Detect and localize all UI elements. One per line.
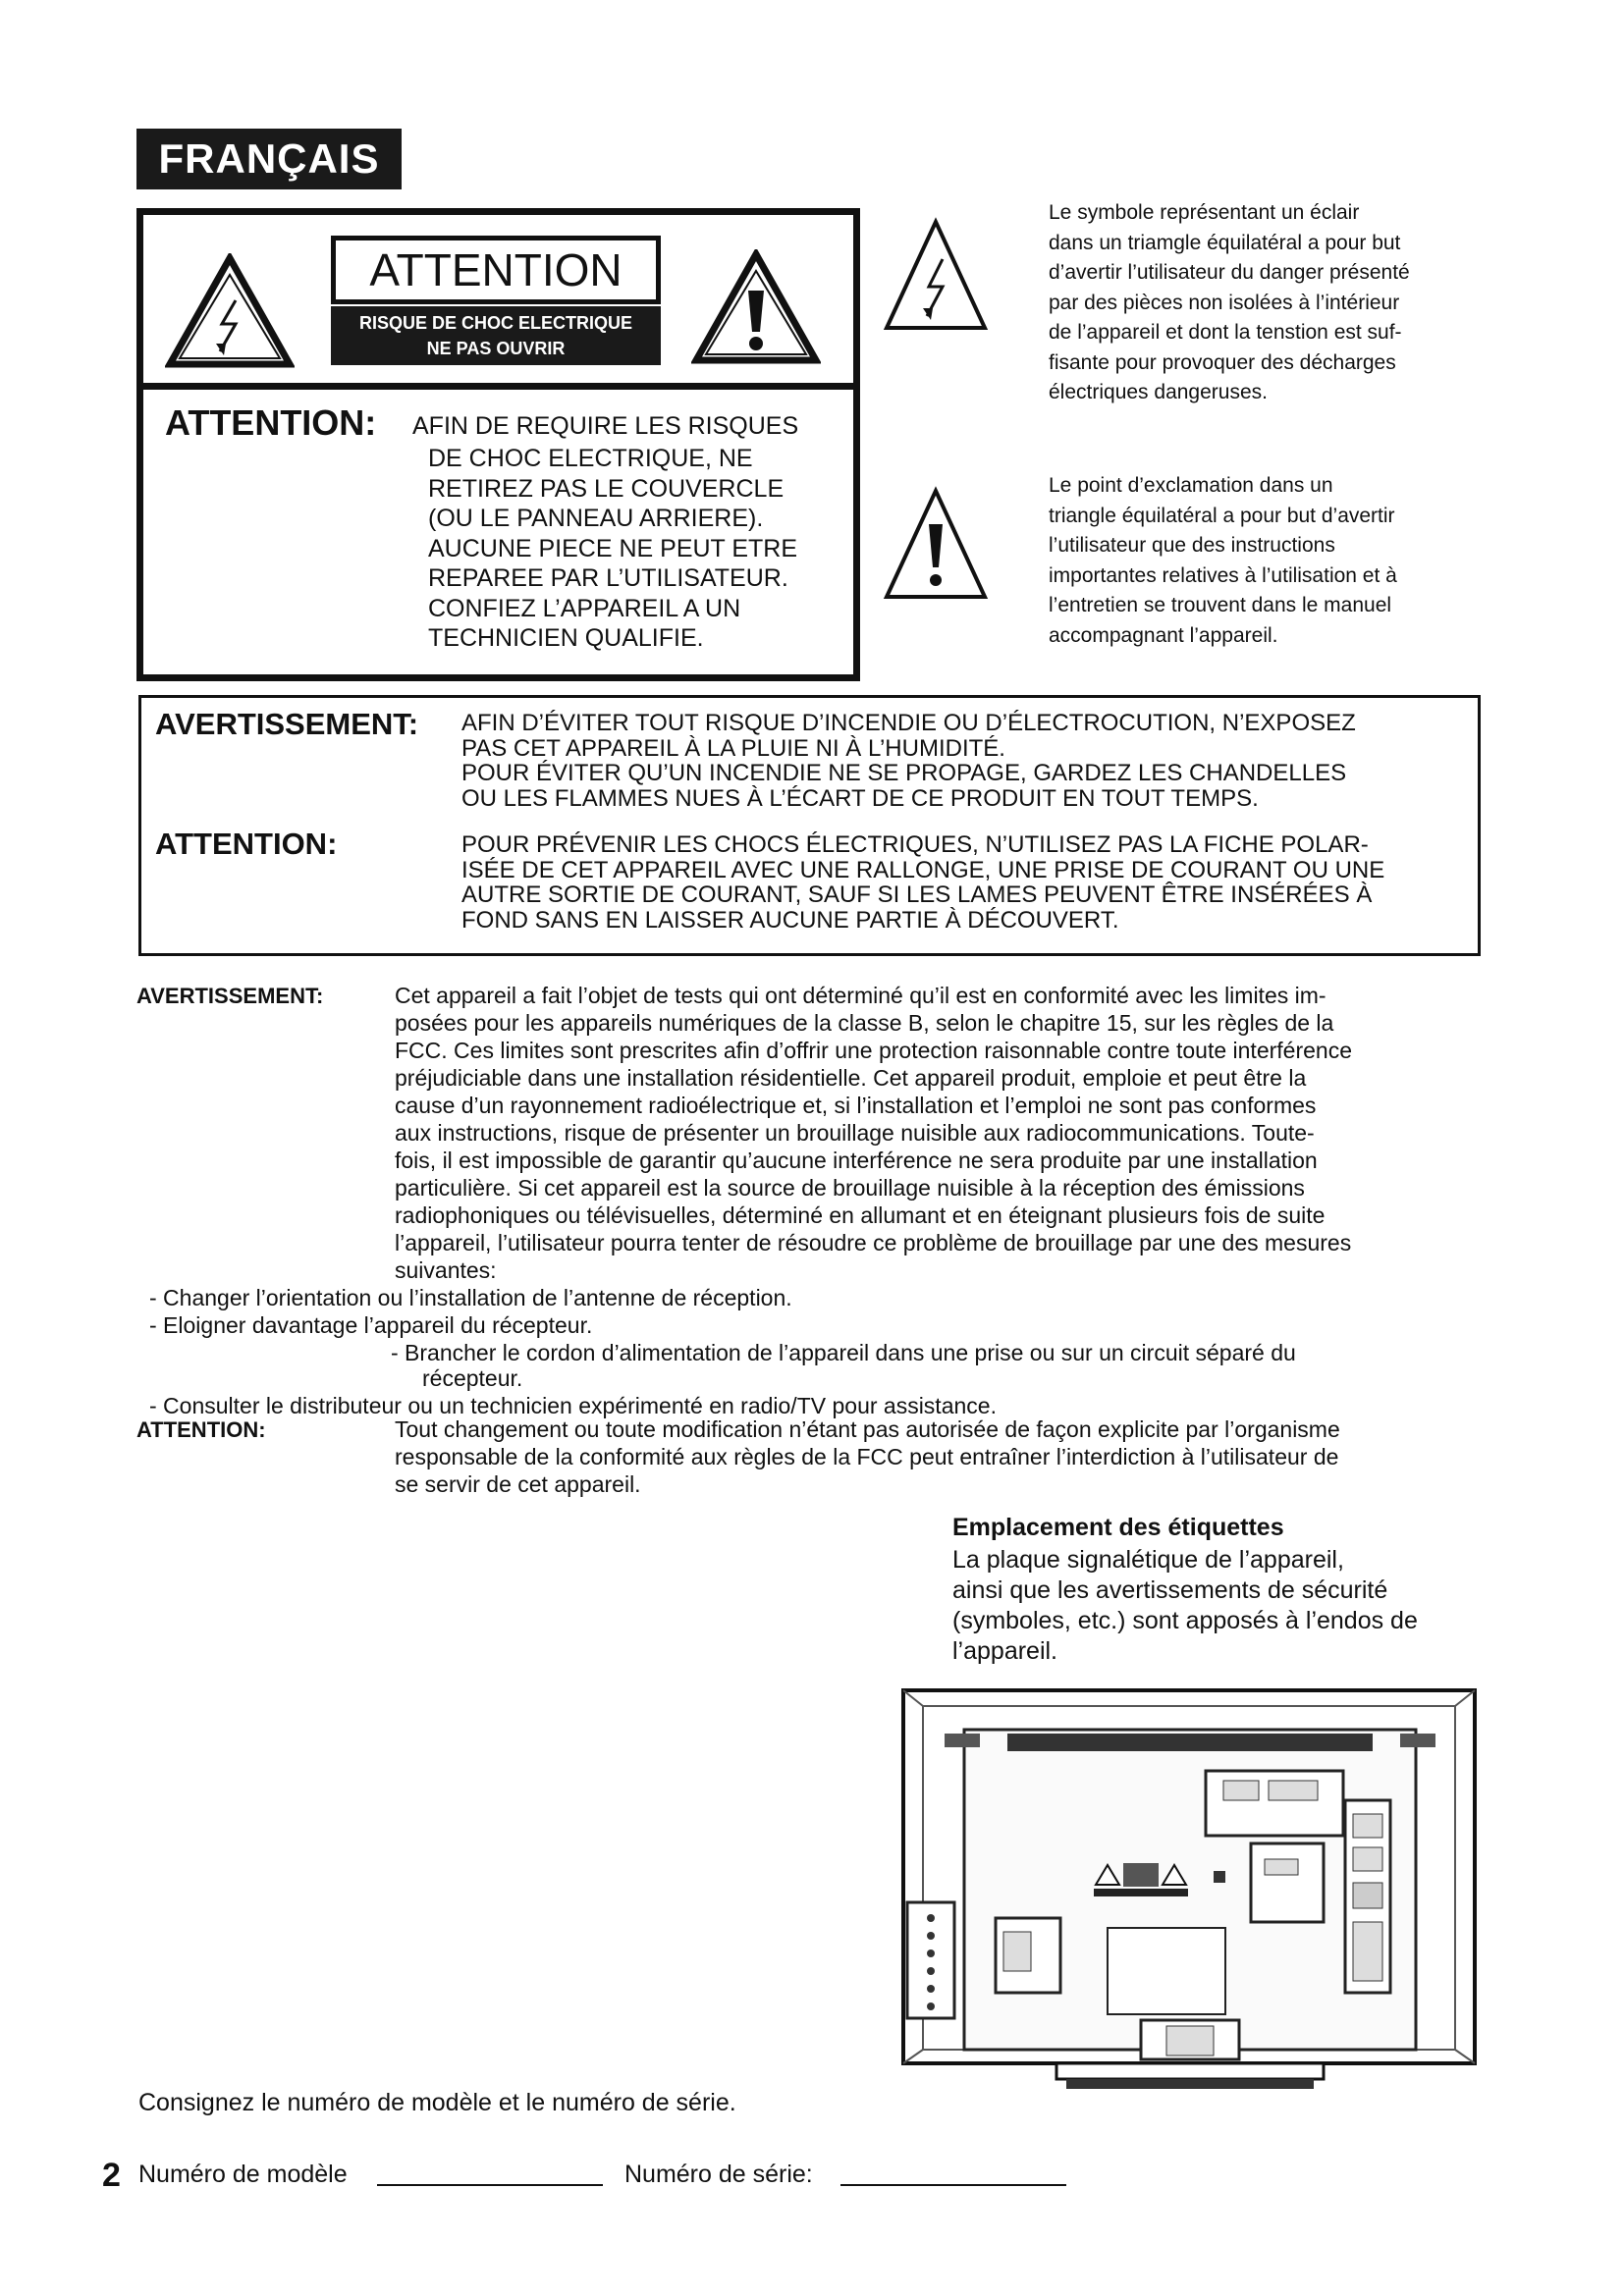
attention-panel-label: ATTENTION: [155, 827, 338, 861]
fcc-line: posées pour les appareils numériques de la classe B, selon le chapitre 15, sur les règles de la [395, 1010, 1334, 1036]
lightning-symbol-text [1049, 198, 1481, 408]
attention-lead-text: AFIN DE REQUIRE LES RISQUES [412, 412, 799, 440]
exclamation-symbol-text [1049, 471, 1481, 651]
attention-line: DE CHOC ELECTRIQUE, NE [428, 445, 753, 472]
labels-location-line: ainsi que les avertissements de sécurité [952, 1576, 1388, 1604]
serial-number-field[interactable] [840, 2163, 1066, 2186]
attention-subtitle-line2: NE PAS OUVRIR [426, 339, 566, 358]
attention-label: ATTENTION: [165, 402, 377, 443]
warning-box-divider [143, 383, 853, 390]
symbol-text-line: l’entretien se trouvent dans le manuel [1049, 594, 1392, 616]
fcc-line: préjudiciable dans une installation résidentielle. Cet appareil produit, emploie et peut être la [395, 1065, 1307, 1091]
attention-title: ATTENTION [331, 236, 661, 304]
fcc-attention-line: responsable de la conformité aux règles de la FCC peut entraîner l’interdiction à l’utilisateur de [395, 1444, 1339, 1469]
fcc-bullet-circuit: - Brancher le cordon d’alimentation de l’appareil dans une prise ou sur un circuit séparé du [391, 1340, 1296, 1365]
model-number-field[interactable] [377, 2163, 603, 2186]
fcc-line: FCC. Ces limites sont prescrites afin d’offrir une protection raisonnable contre toute interférence [395, 1038, 1352, 1063]
attention-subtitle-line1: RISQUE DE CHOC ELECTRIQUE [358, 313, 633, 333]
symbol-text-line: électriques dangeruses. [1049, 381, 1268, 403]
labels-location-title: Emplacement des étiquettes [952, 1514, 1284, 1541]
exclamation-symbol-icon [882, 485, 990, 603]
fcc-line: aux instructions, risque de présenter un brouillage nuisible aux radiocommunications. Toute- [395, 1120, 1315, 1146]
symbol-text-line: l’utilisateur que des instructions [1049, 534, 1335, 557]
labels-location-line: La plaque signalétique de l’appareil, [952, 1546, 1344, 1574]
fcc-bullet-circuit-cont: récepteur. [422, 1365, 523, 1391]
serial-number-label: Numéro de série: [624, 2161, 813, 2188]
attention-line: CONFIEZ L’APPAREIL A UN [428, 594, 741, 622]
page-number: 2 [102, 2157, 121, 2194]
fcc-line: suivantes: [395, 1257, 497, 1283]
symbol-text-line: par des pièces non isolées à l’intérieur [1049, 291, 1400, 314]
tv-rear-illustration [899, 1686, 1479, 2099]
attention-panel-text [461, 832, 1483, 933]
fcc-line: fois, il est impossible de garantir qu’aucune interférence ne sera produite par une installation [395, 1148, 1318, 1173]
symbol-text-line: fisante pour provoquer des décharges [1049, 350, 1396, 374]
attention-line: TECHNICIEN QUALIFIE. [428, 624, 704, 652]
symbol-text-line: de l’appareil et dont la tenstion est suf- [1049, 321, 1402, 344]
language-tag: FRANÇAIS [136, 129, 402, 189]
attention-panel-line: FOND SANS EN LAISSER AUCUNE PARTIE À DÉCOUVERT. [461, 906, 1119, 934]
attention-subtitle [331, 306, 661, 365]
symbol-text-line: accompagnant l’appareil. [1049, 623, 1278, 647]
avertissement-line: OU LES FLAMMES NUES À L’ÉCART DE CE PRODUIT EN TOUT TEMPS. [461, 784, 1259, 812]
symbol-text-line: dans un triamgle équilatéral a pour but [1049, 231, 1401, 254]
avertissement-line: POUR ÉVITER QU’UN INCENDIE NE SE PROPAGE, GARDEZ LES CHANDELLES [461, 760, 1347, 786]
symbol-text-line: Le symbole représentant un éclair [1049, 201, 1360, 224]
fcc-line: cause d’un rayonnement radioélectrique et, si l’installation et l’emploi ne sont pas conformes [395, 1093, 1317, 1118]
fcc-line: Cet appareil a fait l’objet de tests qui ont déterminé qu’il est en conformité avec les limites im- [395, 983, 1326, 1008]
labels-location-line: (symboles, etc.) sont apposés à l’endos de [952, 1607, 1418, 1634]
attention-line: RETIREZ PAS LE COUVERCLE [428, 474, 785, 503]
fcc-attention-paragraph [395, 1415, 1481, 1498]
attention-line: AUCUNE PIECE NE PEUT ETRE [428, 534, 798, 562]
fcc-line: l’appareil, l’utilisateur pourra tenter de résoudre ce problème de brouillage par une des mesures [395, 1230, 1352, 1255]
labels-location-line: l’appareil. [952, 1637, 1058, 1665]
fcc-line: particulière. Si cet appareil est la source de brouillage nuisible à la réception des émissions [395, 1175, 1305, 1201]
lightning-warning-icon [165, 253, 295, 369]
labels-location-text [952, 1545, 1483, 1667]
attention-line: (OU LE PANNEAU ARRIERE). [428, 505, 764, 532]
fcc-bullet-antenna: - Changer l’orientation ou l’installation de l’antenne de réception. [149, 1285, 792, 1310]
symbol-text-line: Le point d’exclamation dans un [1049, 474, 1333, 497]
fcc-bullet-distance: - Eloigner davantage l’appareil du récepteur. [149, 1312, 593, 1338]
attention-panel-line: ISÉE DE CET APPAREIL AVEC UNE RALLONGE, UNE PRISE DE COURANT OU UNE [461, 856, 1385, 883]
fcc-attention-line: Tout changement ou toute modification n’étant pas autorisée de façon explicite par l’organisme [395, 1416, 1340, 1442]
attention-body [428, 444, 840, 654]
symbol-text-line: triangle équilatéral a pour but d’avertir [1049, 504, 1395, 527]
avertissement-line: PAS CET APPAREIL À LA PLUIE NI À L’HUMIDITÉ. [461, 734, 1005, 762]
avertissement-line: AFIN D’ÉVITER TOUT RISQUE D’INCENDIE OU D’ÉLECTROCUTION, N’EXPOSEZ [461, 710, 1356, 736]
symbol-text-line: importantes relatives à l’utilisation et à [1049, 563, 1397, 587]
fcc-paragraph [395, 982, 1481, 1284]
symbol-text-line: d’avertir l’utilisateur du danger présenté [1049, 261, 1410, 284]
attention-panel-line: AUTRE SORTIE DE COURANT, SAUF SI LES LAMES PEUVENT ÊTRE INSÉRÉES À [461, 881, 1373, 908]
fcc-bullet-consult: - Consulter le distributeur ou un technicien expérimenté en radio/TV pour assistance. [149, 1393, 997, 1418]
model-number-label: Numéro de modèle [138, 2161, 348, 2188]
avertissement-label: AVERTISSEMENT: [155, 707, 419, 741]
record-instruction: Consignez le numéro de modèle et le numéro de série. [138, 2089, 736, 2116]
exclamation-warning-icon [691, 249, 821, 365]
fcc-avertissement-label: AVERTISSEMENT: [136, 984, 324, 1008]
avertissement-text [461, 711, 1483, 811]
attention-line: REPAREE PAR L’UTILISATEUR. [428, 564, 788, 592]
fcc-line: radiophoniques ou télévisuelles, déterminé en allumant et en éteignant plusieurs fois de suite [395, 1202, 1326, 1228]
attention-panel-line: POUR PRÉVENIR LES CHOCS ÉLECTRIQUES, N’UTILISEZ PAS LA FICHE POLAR- [461, 831, 1369, 858]
lightning-symbol-icon [882, 216, 990, 334]
fcc-attention-label: ATTENTION: [136, 1417, 266, 1442]
fcc-attention-line: se servir de cet appareil. [395, 1471, 641, 1497]
